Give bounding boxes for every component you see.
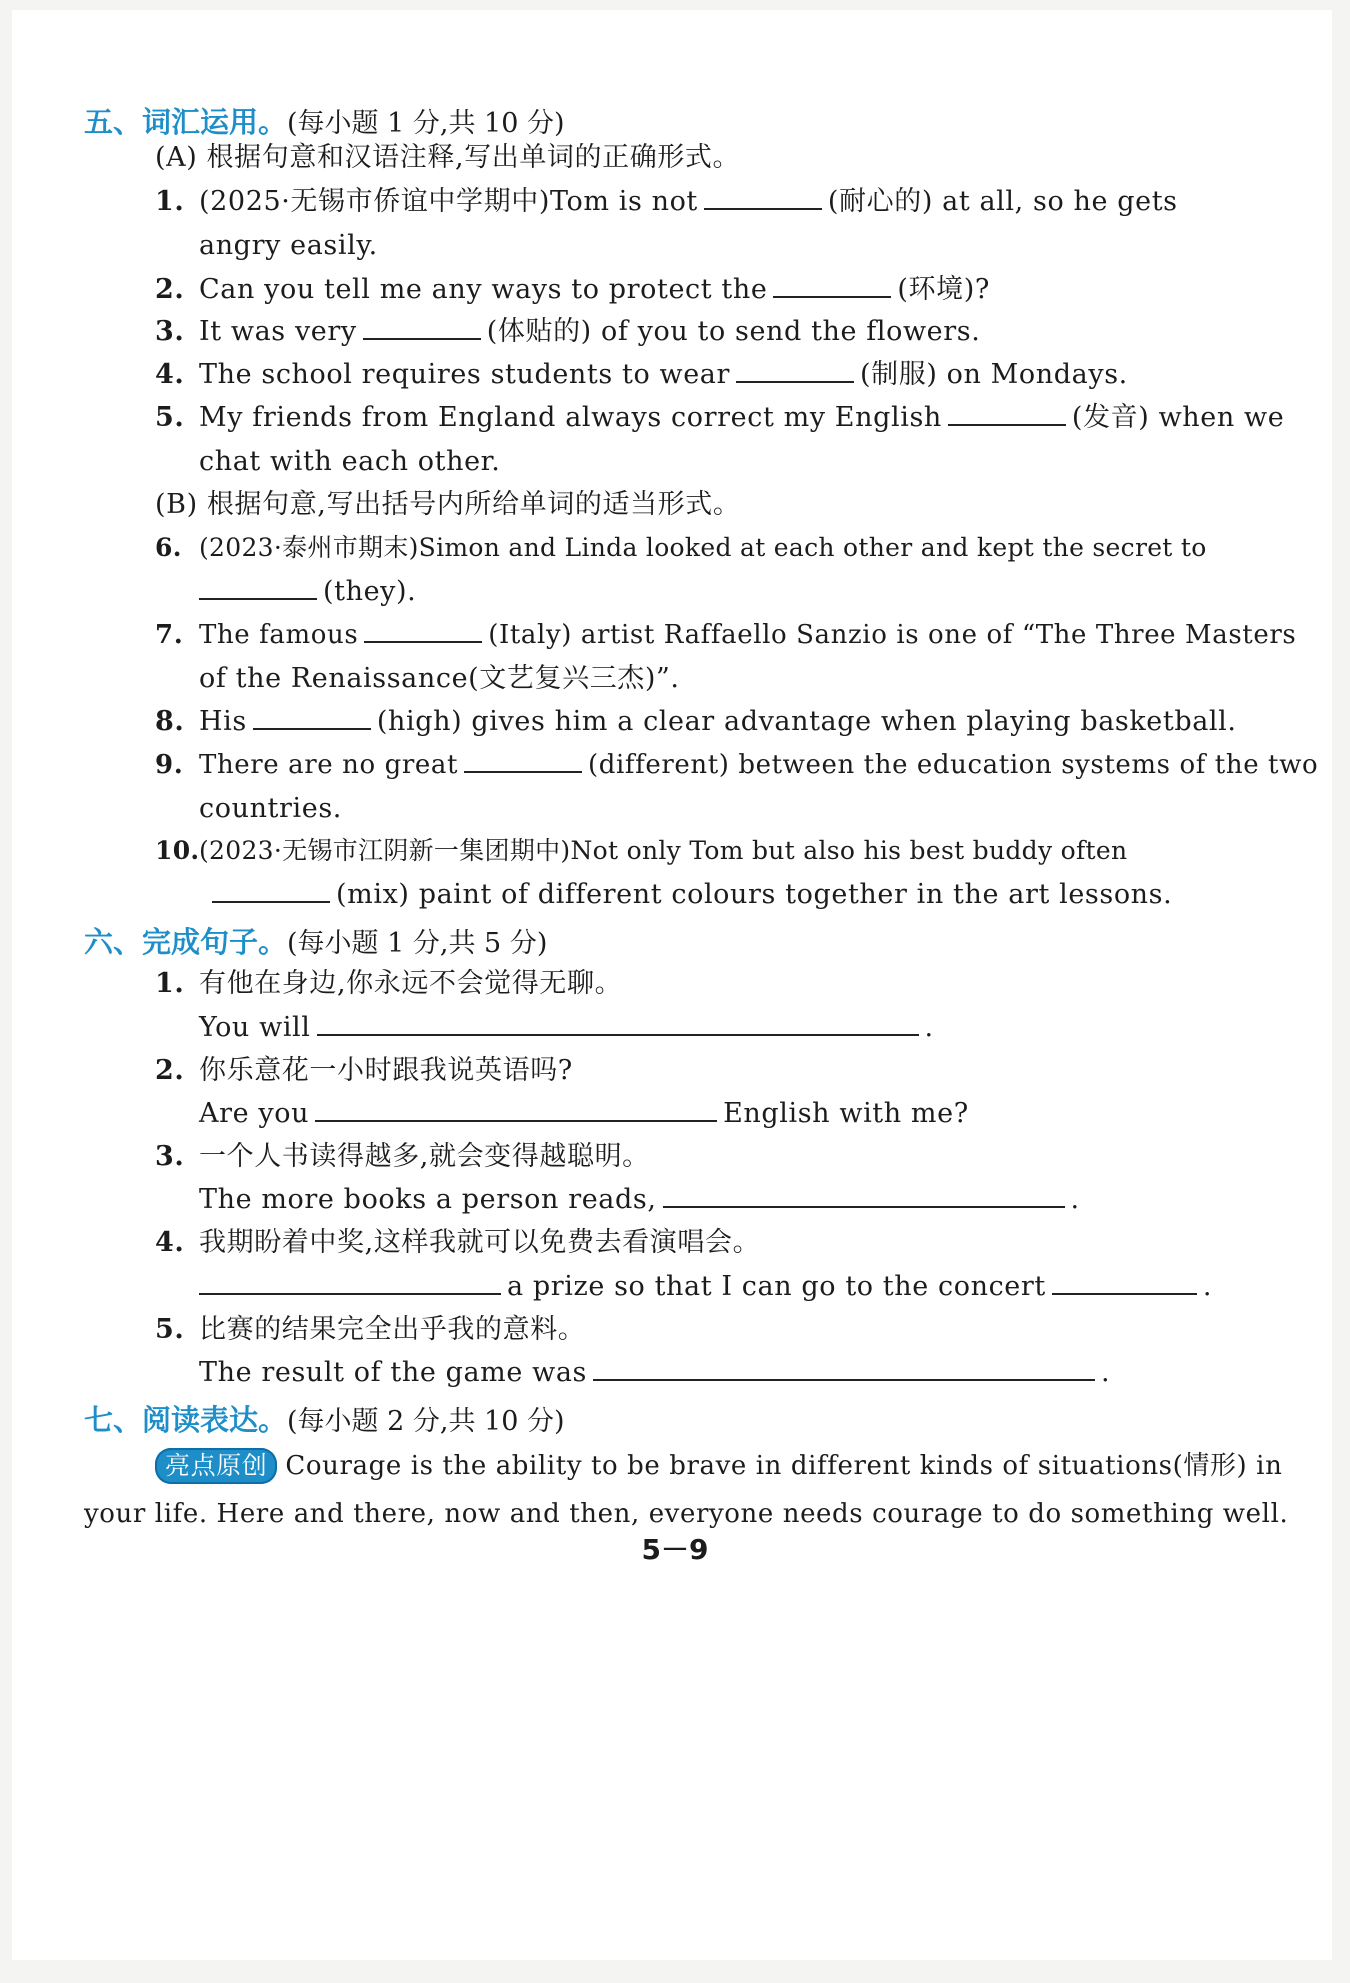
q-number: 3. — [155, 316, 185, 347]
question-5-2 — [155, 270, 990, 310]
question-6-1-en — [199, 1008, 934, 1048]
section-6-note: (每小题 1 分,共 5 分) — [287, 928, 548, 959]
answer-blank[interactable] — [253, 702, 371, 730]
page-number: 5－9 — [641, 1533, 709, 1566]
section-7-heading — [84, 1398, 565, 1439]
q-text: (发音) when we — [1071, 402, 1285, 433]
q-text: (耐心的) at all, so he gets — [827, 186, 1178, 217]
q-text: 比赛的结果完全出乎我的意料。 — [199, 1314, 586, 1345]
section-5-part-b: (B) 根据句意,写出括号内所给单词的适当形式。 — [155, 489, 741, 520]
question-6-1-zh — [155, 964, 622, 1004]
worksheet-page — [12, 10, 1332, 1960]
question-5-6 — [155, 528, 1207, 568]
q-text: 你乐意花一小时跟我说英语吗? — [199, 1055, 573, 1086]
answer-blank[interactable] — [593, 1353, 1095, 1381]
question-5-7-cont: of the Renaissance(文艺复兴三杰)”. — [199, 663, 680, 694]
q-number: 10. — [155, 836, 200, 865]
answer-blank[interactable] — [199, 572, 317, 600]
q-text: His — [199, 706, 247, 737]
question-5-4 — [155, 355, 1128, 395]
q-text: Can you tell me any ways to protect the — [199, 274, 768, 305]
q-text: . — [924, 1012, 934, 1043]
q-text: (2023·无锡市江阴新一集团期中)Not only Tom but also his best buddy often — [199, 836, 1128, 865]
q-text: (mix) paint of different colours together in the art lessons. — [336, 879, 1173, 910]
question-5-3 — [155, 312, 980, 352]
answer-blank[interactable] — [663, 1180, 1065, 1208]
q-text: a prize so that I can go to the concert — [507, 1271, 1046, 1302]
q-number: 4. — [155, 359, 185, 390]
q-text: 我期盼着中奖,这样我就可以免费去看演唱会。 — [199, 1227, 761, 1258]
q-number: 1. — [155, 186, 185, 217]
section-5-part-a: (A) 根据句意和汉语注释,写出单词的正确形式。 — [155, 142, 741, 173]
reading-paragraph-line-1 — [155, 1446, 1282, 1486]
q-text: (Italy) artist Raffaello Sanzio is one of “The Three Masters — [488, 620, 1297, 650]
answer-blank[interactable] — [363, 312, 481, 340]
answer-blank[interactable] — [704, 182, 822, 210]
question-5-6-cont — [199, 572, 416, 612]
question-6-2-en — [199, 1094, 969, 1134]
q-number: 6. — [155, 533, 182, 562]
answer-blank[interactable] — [212, 875, 330, 903]
answer-blank[interactable] — [1052, 1267, 1197, 1295]
q-number: 3. — [155, 1141, 185, 1172]
q-number: 5. — [155, 1314, 185, 1345]
q-text: (2023·泰州市期末)Simon and Linda looked at each other and kept the secret to — [199, 533, 1207, 562]
answer-blank[interactable] — [364, 615, 482, 643]
question-5-1-cont: angry easily. — [199, 230, 378, 261]
question-6-2-zh — [155, 1051, 573, 1091]
answer-blank[interactable] — [315, 1094, 717, 1122]
answer-blank[interactable] — [948, 398, 1066, 426]
section-6-title: 六、完成句子。 — [84, 925, 288, 959]
question-6-3-en — [199, 1180, 1080, 1220]
answer-blank[interactable] — [773, 270, 891, 298]
q-text: English with me? — [723, 1098, 969, 1129]
q-text: The school requires students to wear — [199, 359, 730, 390]
q-text: You will — [199, 1012, 311, 1043]
question-5-8 — [155, 702, 1237, 742]
q-text: (体贴的) of you to send the flowers. — [486, 316, 981, 347]
reading-text: Courage is the ability to be brave in different kinds of situations(情形) in — [285, 1451, 1283, 1481]
q-number: 5. — [155, 402, 185, 433]
q-text: (high) gives him a clear advantage when playing basketball. — [376, 706, 1237, 737]
q-number: 7. — [155, 620, 184, 650]
section-5-note: (每小题 1 分,共 10 分) — [287, 108, 565, 139]
q-text: (they). — [323, 576, 417, 607]
q-text: . — [1101, 1357, 1111, 1388]
answer-blank[interactable] — [317, 1008, 919, 1036]
q-text: Are you — [199, 1098, 310, 1129]
q-text: . — [1070, 1184, 1080, 1215]
q-text: The famous — [199, 620, 359, 650]
section-6-heading — [84, 920, 547, 961]
question-6-4-zh — [155, 1223, 760, 1263]
question-5-9 — [155, 745, 1318, 785]
question-5-10 — [155, 831, 1127, 871]
q-number: 2. — [155, 274, 185, 305]
section-5-heading — [84, 100, 565, 141]
question-6-3-zh — [155, 1137, 650, 1177]
q-text: The result of the game was — [199, 1357, 587, 1388]
q-text: The more books a person reads, — [199, 1184, 657, 1215]
q-number: 4. — [155, 1227, 185, 1258]
q-number: 9. — [155, 750, 184, 780]
question-6-4-en — [199, 1267, 1212, 1307]
question-5-9-cont: countries. — [199, 793, 342, 824]
question-5-7 — [155, 615, 1296, 655]
question-5-1 — [155, 182, 1178, 222]
question-6-5-zh — [155, 1310, 585, 1350]
answer-blank[interactable] — [736, 355, 854, 383]
q-text: (different) between the education systems of the two — [588, 750, 1319, 780]
section-7-note: (每小题 2 分,共 10 分) — [287, 1406, 565, 1437]
question-5-5 — [155, 398, 1284, 438]
question-5-5-cont: chat with each other. — [199, 446, 501, 477]
section-7-title: 七、阅读表达。 — [84, 1403, 288, 1437]
section-5-title: 五、词汇运用。 — [84, 105, 288, 139]
question-5-10-cont — [212, 875, 1172, 915]
question-6-5-en — [199, 1353, 1110, 1393]
q-text: 有他在身边,你永远不会觉得无聊。 — [199, 968, 623, 999]
q-text: My friends from England always correct my English — [199, 402, 942, 433]
q-number: 2. — [155, 1055, 185, 1086]
q-text: (制服) on Mondays. — [860, 359, 1128, 390]
reading-paragraph-line-2: your life. Here and there, now and then, everyone needs courage to do something well. — [84, 1499, 1289, 1529]
q-number: 8. — [155, 706, 185, 737]
original-highlight-badge: 亮点原创 — [155, 1448, 277, 1484]
answer-blank[interactable] — [464, 745, 582, 773]
q-text: . — [1202, 1271, 1213, 1302]
q-text: 一个人书读得越多,就会变得越聪明。 — [199, 1141, 650, 1172]
q-number: 1. — [155, 968, 185, 999]
q-text: There are no great — [199, 750, 459, 780]
answer-blank[interactable] — [199, 1267, 501, 1295]
q-text: It was very — [199, 316, 357, 347]
q-text: (环境)? — [897, 274, 990, 305]
q-text: (2025·无锡市侨谊中学期中)Tom is not — [199, 186, 698, 217]
